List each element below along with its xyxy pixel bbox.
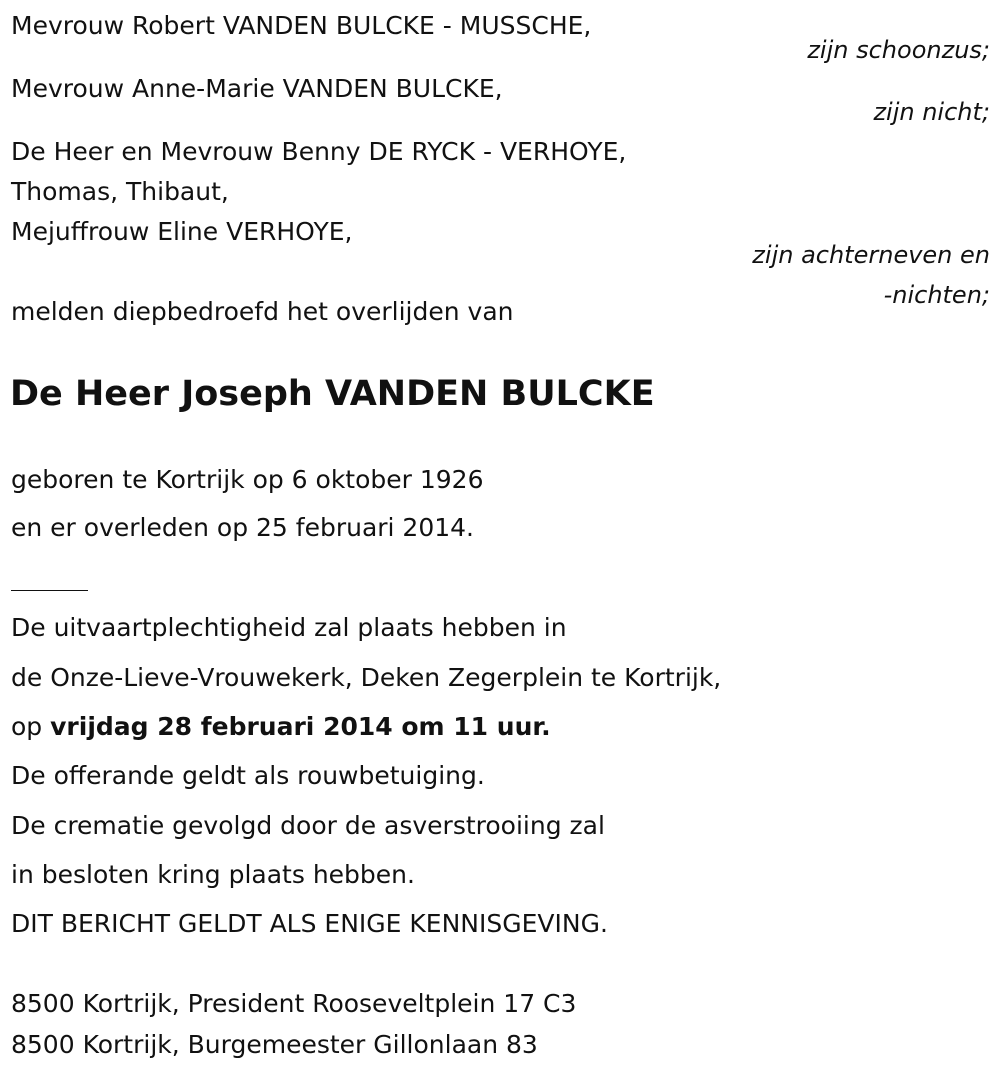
relation-achterneven: zijn achterneven en bbox=[752, 241, 990, 269]
mourner-line-3: De Heer en Mevrouw Benny DE RYCK - VERHOYE, bbox=[11, 137, 627, 166]
death-line: en er overleden op 25 februari 2014. bbox=[11, 513, 475, 542]
relation-nichten: -nichten; bbox=[883, 281, 990, 309]
address-1: 8500 Kortrijk, President Rooseveltplein 17 C3 bbox=[11, 989, 577, 1018]
relation-nicht: zijn nicht; bbox=[873, 98, 990, 126]
relation-schoonzus: zijn schoonzus; bbox=[807, 36, 990, 64]
ceremony-line-3 bbox=[11, 712, 551, 742]
ceremony-line-6: in besloten kring plaats hebben. bbox=[11, 860, 415, 889]
mourner-line-2: Mevrouw Anne-Marie VANDEN BULCKE, bbox=[11, 74, 503, 103]
mourner-line-5: Mejuffrouw Eline VERHOYE, bbox=[11, 217, 353, 246]
deceased-name: De Heer Joseph VANDEN BULCKE bbox=[10, 374, 655, 414]
ceremony-date: vrijdag 28 februari 2014 om 11 uur. bbox=[50, 712, 551, 741]
ceremony-date-prefix: op bbox=[11, 712, 51, 741]
ceremony-line-4: De offerande geldt als rouwbetuiging. bbox=[11, 761, 485, 790]
mourner-line-1: Mevrouw Robert VANDEN BULCKE - MUSSCHE, bbox=[11, 11, 592, 40]
ceremony-line-2: de Onze-Lieve-Vrouwekerk, Deken Zegerplein te Kortrijk, bbox=[11, 663, 722, 692]
ceremony-line-1: De uitvaartplechtigheid zal plaats hebben in bbox=[11, 613, 567, 642]
ceremony-line-5: De crematie gevolgd door de asverstrooiing zal bbox=[11, 811, 605, 840]
address-2: 8500 Kortrijk, Burgemeester Gillonlaan 83 bbox=[11, 1030, 538, 1059]
notice-statement: DIT BERICHT GELDT ALS ENIGE KENNISGEVING. bbox=[11, 909, 608, 938]
birth-line: geboren te Kortrijk op 6 oktober 1926 bbox=[11, 465, 484, 494]
announcement: melden diepbedroefd het overlijden van bbox=[11, 297, 514, 326]
mourner-line-4: Thomas, Thibaut, bbox=[11, 177, 229, 206]
separator-rule bbox=[11, 590, 88, 591]
